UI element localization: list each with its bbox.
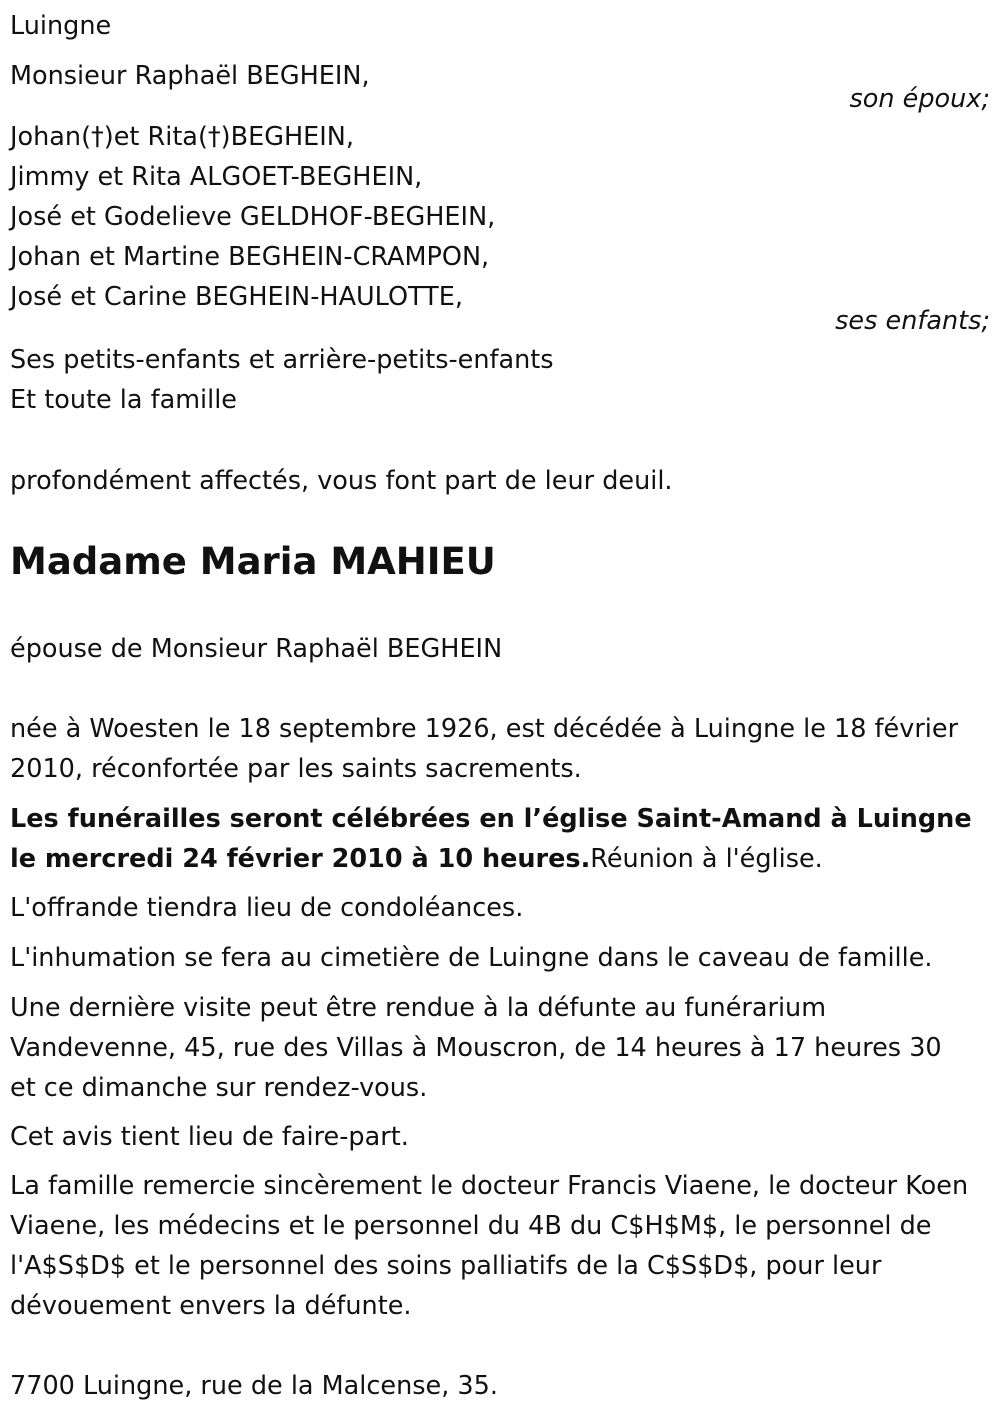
family-list <box>10 340 554 420</box>
child-entry: Johan(†)et Rita(†)BEGHEIN, <box>10 122 354 152</box>
child-entry: José et Carine BEGHEIN-HAULOTTE, <box>10 282 463 312</box>
birth-death-paragraph: née à Woesten le 18 septembre 1926, est décédée à Luingne le 18 février 2010, réconfortée par les saints sacrements. <box>10 714 959 784</box>
funeral-details: Les funérailles seront célébrées en l’église Saint-Amand à Luingne le mercredi 24 février 2010 à 10 heures. <box>10 804 972 874</box>
announcement: profondément affectés, vous font part de leur deuil. <box>10 466 673 496</box>
funeral-meeting: Réunion à l'église. <box>590 844 823 874</box>
funeral-paragraph <box>10 799 985 879</box>
thanks-paragraph: La famille remercie sincèrement le docteur Francis Viaene, le docteur Koen Viaene, les médecins et le personnel du 4B du C$H$M$, le personnel de l'A$S$D$ et le personnel des soins palliatifs de la C$S$D$, pour leur dévouement envers la défunte. <box>10 1171 969 1321</box>
family-line: Ses petits-enfants et arrière-petits-enfants <box>10 345 554 375</box>
burial-text: L'inhumation se fera au cimetière de Luingne dans le caveau de famille. <box>10 943 933 973</box>
offering-text: L'offrande tiendra lieu de condoléances. <box>10 893 524 923</box>
spouse-name: Monsieur Raphaël BEGHEIN, <box>10 61 370 91</box>
child-entry: Jimmy et Rita ALGOET-BEGHEIN, <box>10 162 423 192</box>
family-line: Et toute la famille <box>10 385 237 415</box>
place-header: Luingne <box>10 11 112 41</box>
deceased-name: Madame Maria MAHIEU <box>10 540 496 583</box>
child-entry: Johan et Martine BEGHEIN-CRAMPON, <box>10 242 490 272</box>
spouse-role: son époux; <box>849 84 990 114</box>
deceased-relation: épouse de Monsieur Raphaël BEGHEIN <box>10 634 503 664</box>
children-list <box>10 117 495 317</box>
children-role: ses enfants; <box>835 306 990 336</box>
notice-text: Cet avis tient lieu de faire-part. <box>10 1122 409 1152</box>
child-entry: José et Godelieve GELDHOF-BEGHEIN, <box>10 202 496 232</box>
address-text: 7700 Luingne, rue de la Malcense, 35. <box>10 1371 498 1401</box>
visit-paragraph: Une dernière visite peut être rendue à la défunte au funérarium Vandevenne, 45, rue des Villas à Mouscron, de 14 heures à 17 heures 30 et ce dimanche sur rendez-vous. <box>10 993 942 1103</box>
